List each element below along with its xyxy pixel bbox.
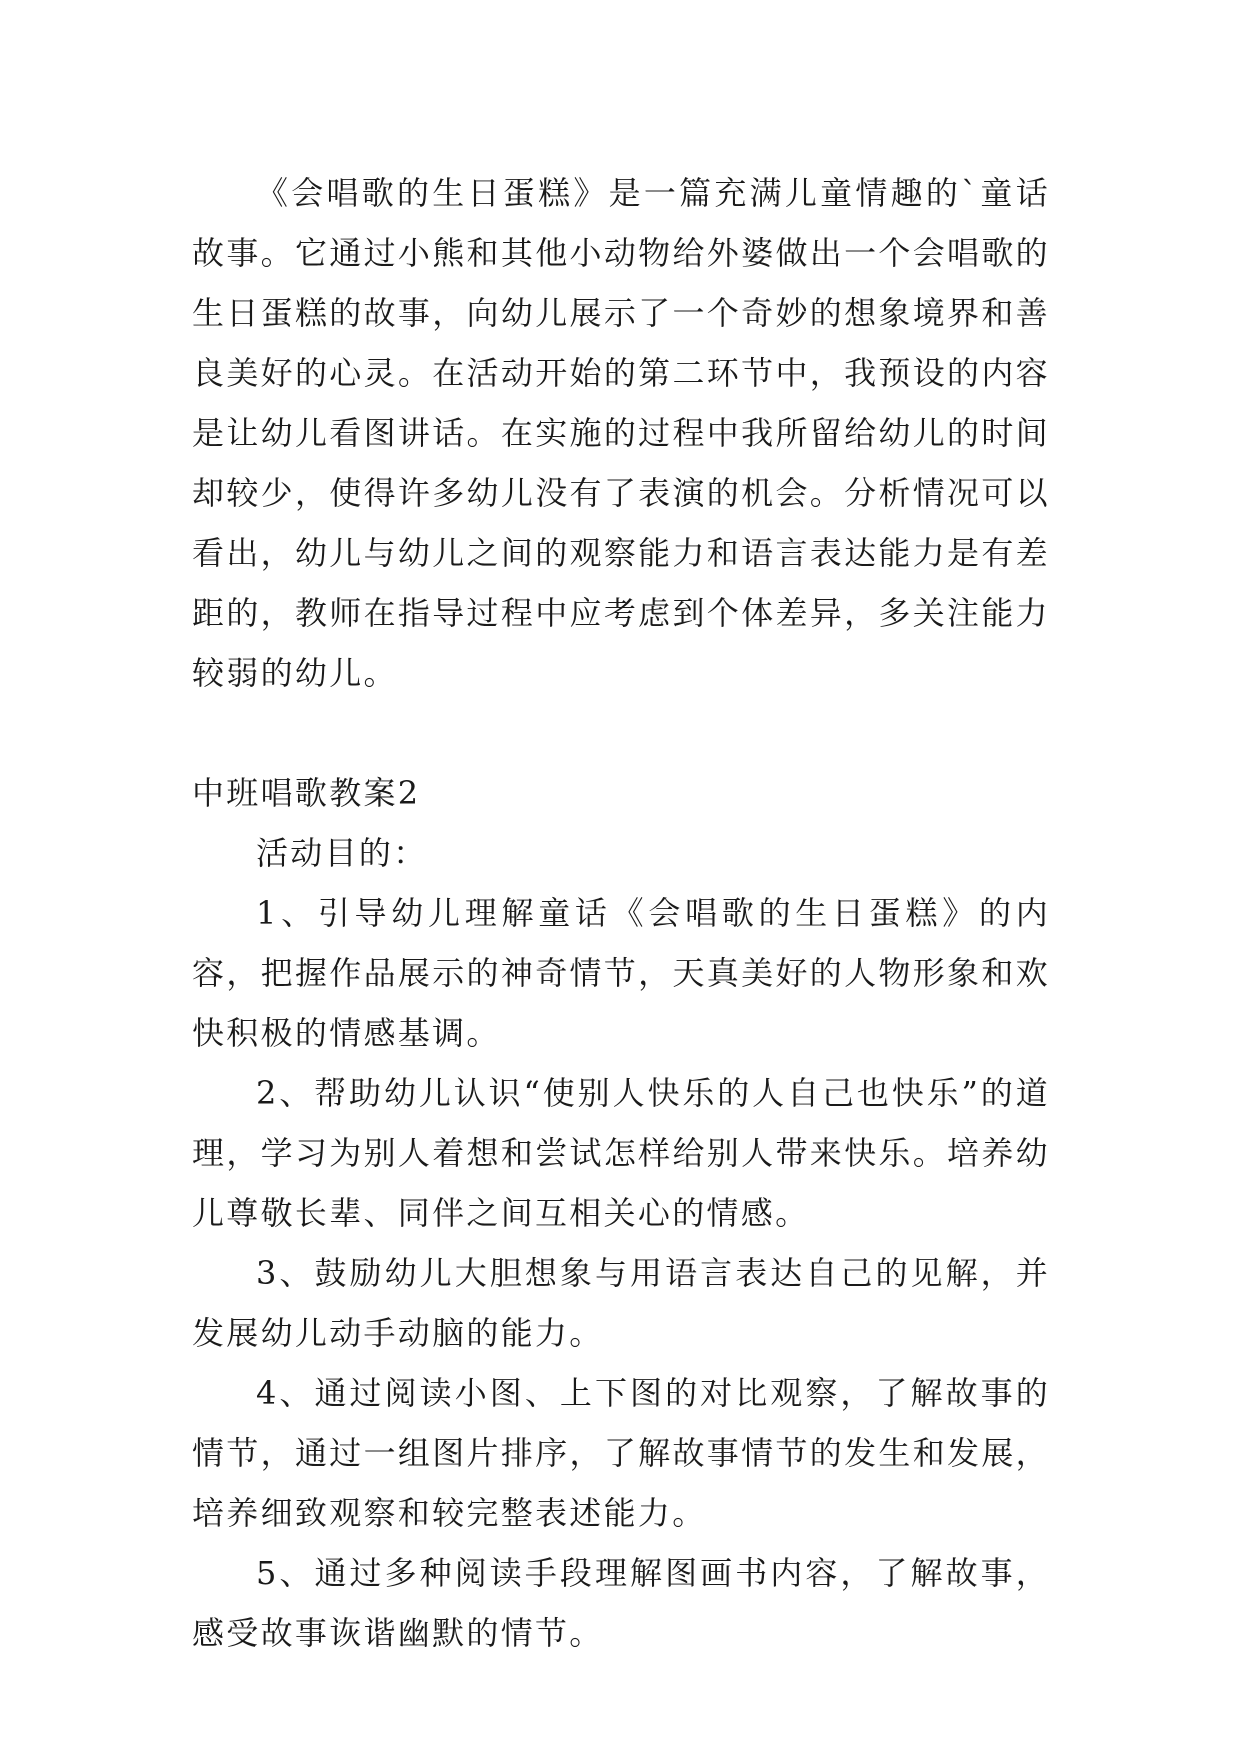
objective-item-3: 3、鼓励幼儿大胆想象与用语言表达自己的见解，并发展幼儿动手动脑的能力。: [192, 1254, 1050, 1352]
section-title: 中班唱歌教案2: [192, 774, 421, 812]
objectives-label: 活动目的：: [256, 834, 428, 872]
objective-item-5: 5、通过多种阅读手段理解图画书内容，了解故事，感受故事诙谐幽默的情节。: [192, 1554, 1050, 1652]
document-body: [192, 163, 1050, 1663]
objective-item-4: 4、通过阅读小图、上下图的对比观察，了解故事的情节，通过一组图片排序，了解故事情节的发生和发展，培养细致观察和较完整表述能力。: [192, 1374, 1050, 1532]
intro-paragraph: 《会唱歌的生日蛋糕》是一篇充满儿童情趣的`童话故事。它通过小熊和其他小动物给外婆做出一个会唱歌的生日蛋糕的故事，向幼儿展示了一个奇妙的想象境界和善良美好的心灵。在活动开始的第二环节中，我预设的内容是让幼儿看图讲话。在实施的过程中我所留给幼儿的时间却较少，使得许多幼儿没有了表演的机会。分析情况可以看出，幼儿与幼儿之间的观察能力和语言表达能力是有差距的，教师在指导过程中应考虑到个体差异，多关注能力较弱的幼儿。: [192, 174, 1050, 692]
objective-item-2: 2、帮助幼儿认识“使别人快乐的人自己也快乐”的道理，学习为别人着想和尝试怎样给别人带来快乐。培养幼儿尊敬长辈、同伴之间互相关心的情感。: [192, 1074, 1050, 1232]
objective-item-1: 1、引导幼儿理解童话《会唱歌的生日蛋糕》的内容，把握作品展示的神奇情节，天真美好的人物形象和欢快积极的情感基调。: [192, 894, 1050, 1052]
